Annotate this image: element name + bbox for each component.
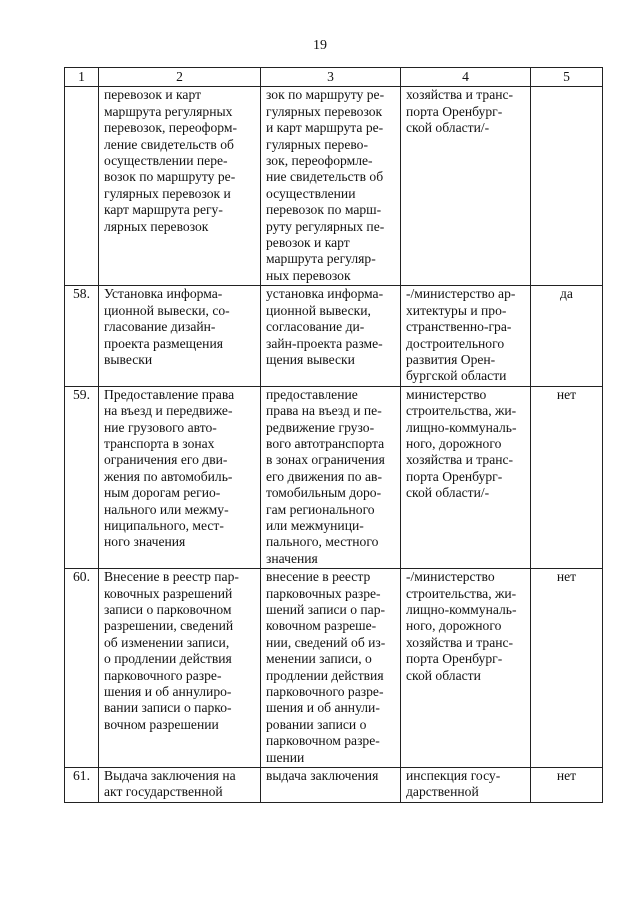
cell-line: ковочном разреше-	[266, 618, 377, 634]
service-name-cell	[99, 87, 261, 286]
cell-line: гулярных перевозок	[266, 103, 383, 119]
cell-line: нии, сведений об из-	[266, 634, 386, 650]
cell-line: осуществлении	[266, 185, 356, 201]
authority-cell	[401, 569, 531, 768]
cell-line: лярных перевозок	[104, 218, 209, 234]
function-name-cell	[261, 386, 401, 568]
table-row	[65, 286, 603, 386]
cell-line: гласование дизайн-	[104, 319, 216, 335]
header-col-5: 5	[531, 68, 603, 87]
cell-line: Внесение в реестр пар-	[104, 569, 239, 585]
service-name-cell	[99, 286, 261, 386]
cell-line: строительства, жи-	[406, 585, 517, 601]
cell-line: зок, переоформле-	[266, 153, 373, 169]
cell-line: порта Оренбург-	[406, 103, 503, 119]
function-name-cell	[261, 768, 401, 803]
cell-line: перевозок и карт	[104, 87, 202, 103]
cell-line: ровании записи о	[266, 716, 367, 732]
cell-line: ного значения	[104, 534, 186, 550]
cell-line: ние грузового авто-	[104, 419, 217, 435]
flag-cell: нет	[531, 386, 603, 568]
cell-line: маршрута регуляр-	[266, 251, 376, 267]
flag-cell: да	[531, 286, 603, 386]
cell-line: строительства, жи-	[406, 403, 517, 419]
cell-line: Предоставление права	[104, 386, 235, 402]
authority-cell	[401, 87, 531, 286]
cell-line: транспорта в зонах	[104, 435, 215, 451]
cell-line: ниципального, мест-	[104, 517, 224, 533]
cell-line: щения вывески	[266, 351, 355, 367]
flag-cell	[531, 87, 603, 286]
cell-line: о продлении действия	[104, 651, 232, 667]
cell-line: на въезд и передвиже-	[104, 403, 233, 419]
page-number: 19	[313, 38, 327, 53]
row-number: 58.	[65, 286, 99, 386]
cell-line: шения и об аннули-	[266, 700, 380, 716]
authority-cell	[401, 768, 531, 803]
cell-line: проекта размещения	[104, 335, 223, 351]
cell-line: лищно-коммуналь-	[406, 602, 517, 617]
cell-line: бургской области	[406, 368, 507, 384]
cell-line: зок по маршруту ре-	[266, 87, 385, 103]
cell-line: перевозок по марш-	[266, 202, 382, 218]
cell-line: продлении действия	[266, 667, 384, 683]
service-name-cell	[99, 768, 261, 803]
cell-line: в зонах ограничения	[266, 452, 385, 468]
cell-line: парковочного разре-	[266, 684, 384, 700]
cell-line: вывески	[104, 351, 153, 367]
cell-line: менении записи, о	[266, 651, 372, 667]
cell-line: пального, местного	[266, 534, 379, 550]
cell-line: странственно-гра-	[406, 319, 512, 335]
cell-line: маршрута регулярных	[104, 103, 233, 119]
cell-line: развития Орен-	[406, 351, 496, 367]
cell-line: лищно-коммуналь-	[406, 419, 517, 435]
cell-line: гулярных перевозок и	[104, 185, 231, 201]
cell-line: ковочных разрешений	[104, 585, 233, 601]
cell-line: согласование ди-	[266, 319, 365, 335]
cell-line: установка информа-	[266, 286, 384, 302]
header-col-4: 4	[401, 68, 531, 87]
cell-line: вании записи о парко-	[104, 700, 232, 716]
cell-line: внесение в реестр	[266, 569, 371, 585]
cell-line: ление свидетельств об	[104, 136, 234, 152]
cell-line: парковочных разре-	[266, 585, 381, 601]
flag-cell: нет	[531, 569, 603, 768]
cell-line: об изменении записи,	[104, 634, 230, 650]
authority-cell	[401, 286, 531, 386]
cell-line: томобильным доро-	[266, 485, 382, 501]
cell-line: его движения по ав-	[266, 468, 382, 484]
cell-line: редвижение грузо-	[266, 419, 375, 435]
cell-line: шений записи о пар-	[266, 602, 386, 617]
cell-line: шения и об аннулиро-	[104, 684, 232, 700]
cell-line: ской области/-	[406, 120, 490, 136]
cell-line: вочном разрешении	[104, 716, 219, 732]
cell-line: карт маршрута регу-	[104, 202, 223, 218]
cell-line: разрешении, сведений	[104, 618, 234, 634]
cell-line: хитектуры и про-	[406, 302, 507, 318]
cell-line: акт государственной	[104, 784, 223, 800]
table-row	[65, 386, 603, 568]
cell-line: дарственной	[406, 784, 479, 800]
authority-cell	[401, 386, 531, 568]
cell-line: права на въезд и пе-	[266, 403, 382, 419]
cell-line: жения по автомобиль-	[104, 468, 233, 484]
cell-line: шении	[266, 749, 305, 765]
flag-cell: нет	[531, 768, 603, 803]
row-number: 60.	[65, 569, 99, 768]
cell-line: выдача заключения	[266, 768, 379, 784]
service-name-cell	[99, 569, 261, 768]
row-number: 59.	[65, 386, 99, 568]
cell-line: -/министерство	[406, 569, 495, 585]
cell-line: инспекция госу-	[406, 768, 501, 784]
cell-line: или межмуници-	[266, 517, 364, 533]
cell-line: министерство	[406, 386, 487, 402]
cell-line: ревозок и карт	[266, 235, 350, 251]
cell-line: хозяйства и транс-	[406, 634, 514, 650]
cell-line: ние свидетельств об	[266, 169, 384, 185]
table-row	[65, 87, 603, 286]
cell-line: порта Оренбург-	[406, 651, 503, 667]
cell-line: достроительного	[406, 335, 505, 351]
services-table	[64, 67, 603, 803]
cell-line: ного, дорожного	[406, 435, 502, 451]
cell-line: ных перевозок	[266, 267, 351, 283]
header-row	[65, 68, 603, 87]
function-name-cell	[261, 87, 401, 286]
cell-line: парковочного разре-	[104, 667, 222, 683]
function-name-cell	[261, 569, 401, 768]
cell-line: Выдача заключения на	[104, 768, 236, 784]
cell-line: ской области	[406, 667, 481, 683]
header-col-1: 1	[65, 68, 99, 87]
cell-line: ционной вывески, со-	[104, 302, 230, 318]
cell-line: зайн-проекта разме-	[266, 335, 383, 351]
cell-line: ционной вывески,	[266, 302, 371, 318]
cell-line: гам регионального	[266, 501, 375, 517]
table-row	[65, 768, 603, 803]
cell-line: гулярных перево-	[266, 136, 368, 152]
cell-line: ным дорогам регио-	[104, 485, 221, 501]
cell-line: нального или межму-	[104, 501, 229, 517]
cell-line: хозяйства и транс-	[406, 87, 514, 103]
cell-line: ской области/-	[406, 485, 490, 501]
table-row	[65, 569, 603, 768]
header-col-2: 2	[99, 68, 261, 87]
cell-line: предоставление	[266, 386, 358, 402]
cell-line: порта Оренбург-	[406, 468, 503, 484]
cell-line: Установка информа-	[104, 286, 223, 302]
cell-line: хозяйства и транс-	[406, 452, 514, 468]
function-name-cell	[261, 286, 401, 386]
cell-line: вого автотранспорта	[266, 435, 385, 451]
cell-line: и карт маршрута ре-	[266, 120, 384, 136]
cell-line: ного, дорожного	[406, 618, 502, 634]
cell-line: перевозок, переоформ-	[104, 120, 238, 136]
row-number	[65, 87, 99, 286]
cell-line: возок по маршруту ре-	[104, 169, 236, 185]
service-name-cell	[99, 386, 261, 568]
row-number: 61.	[65, 768, 99, 803]
cell-line: парковочном разре-	[266, 733, 380, 749]
cell-line: ограничения его дви-	[104, 452, 228, 468]
header-col-3: 3	[261, 68, 401, 87]
cell-line: значения	[266, 550, 318, 566]
cell-line: записи о парковочном	[104, 602, 232, 617]
cell-line: -/министерство ар-	[406, 286, 516, 302]
cell-line: осуществлении пере-	[104, 153, 228, 169]
cell-line: руту регулярных пе-	[266, 218, 385, 234]
